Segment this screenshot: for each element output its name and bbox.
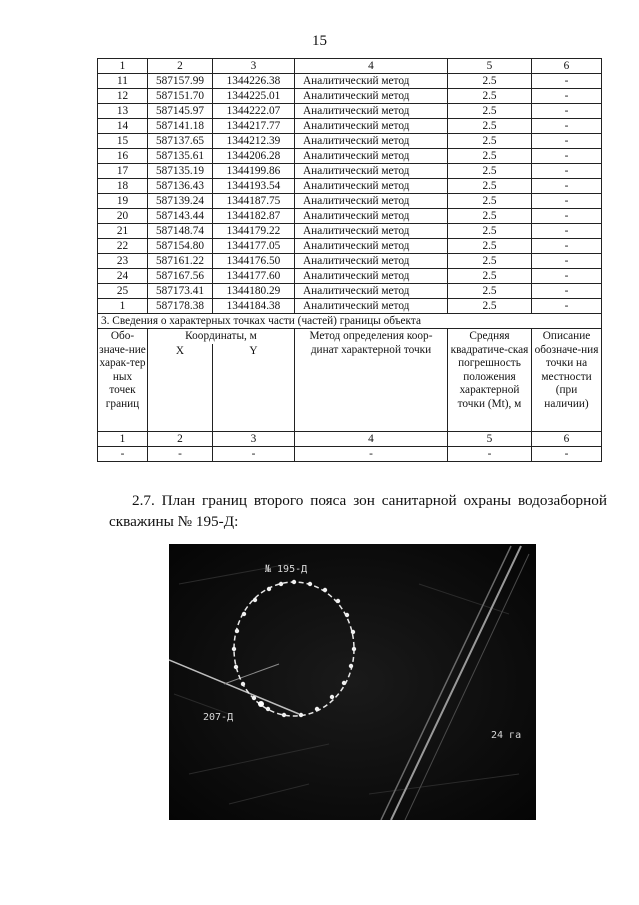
description-cell: - [532, 194, 602, 209]
table-row [98, 74, 602, 89]
y-coordinate-cell: 1344212.39 [213, 134, 295, 149]
table-row [98, 104, 602, 119]
section3-title: 3. Сведения о характерных точках части (частей) границы объекта [98, 314, 602, 329]
error-cell: 2.5 [448, 299, 532, 314]
column-number-row [98, 59, 602, 74]
empty-cell: - [148, 446, 213, 461]
empty-cell: - [98, 446, 148, 461]
method-cell: Аналитический метод [295, 149, 448, 164]
error-cell: 2.5 [448, 179, 532, 194]
y-coordinate-cell: 1344177.60 [213, 269, 295, 284]
point-number-cell: 1 [98, 299, 148, 314]
method-cell: Аналитический метод [295, 239, 448, 254]
col-number-2: 2 [148, 431, 213, 446]
point-number-cell: 14 [98, 119, 148, 134]
error-cell: 2.5 [448, 119, 532, 134]
x-coordinate-cell: 587178.38 [148, 299, 213, 314]
point-number-cell: 24 [98, 269, 148, 284]
method-cell: Аналитический метод [295, 134, 448, 149]
col-number-4: 4 [295, 59, 448, 74]
method-cell: Аналитический метод [295, 179, 448, 194]
x-coordinate-cell: 587143.44 [148, 209, 213, 224]
point-number-cell: 12 [98, 89, 148, 104]
section3-title-row [98, 314, 602, 329]
error-cell: 2.5 [448, 239, 532, 254]
x-coordinate-cell: 587173.41 [148, 284, 213, 299]
table-row [98, 269, 602, 284]
header-error: Средняя квадратиче-ская погрешность положения характерной точки (Mt), м [448, 329, 532, 432]
point-number-cell: 22 [98, 239, 148, 254]
description-cell: - [532, 239, 602, 254]
point-number-cell: 19 [98, 194, 148, 209]
error-cell: 2.5 [448, 224, 532, 239]
x-coordinate-cell: 587145.97 [148, 104, 213, 119]
table-row [98, 89, 602, 104]
table-row [98, 284, 602, 299]
y-coordinate-cell: 1344182.87 [213, 209, 295, 224]
y-coordinate-cell: 1344193.54 [213, 179, 295, 194]
header-designation: Обо-значе-ние харак-тер ных точек границ [98, 329, 148, 432]
description-cell: - [532, 299, 602, 314]
description-cell: - [532, 74, 602, 89]
section3-column-number-row [98, 431, 602, 446]
y-coordinate-cell: 1344176.50 [213, 254, 295, 269]
method-cell: Аналитический метод [295, 74, 448, 89]
description-cell: - [532, 254, 602, 269]
table-row [98, 149, 602, 164]
y-coordinate-cell: 1344180.29 [213, 284, 295, 299]
table-row [98, 299, 602, 314]
method-cell: Аналитический метод [295, 254, 448, 269]
point-number-cell: 20 [98, 209, 148, 224]
sanitary-zone-map-image [169, 544, 536, 820]
point-number-cell: 13 [98, 104, 148, 119]
method-cell: Аналитический метод [295, 299, 448, 314]
section3-header-row [98, 329, 602, 344]
error-cell: 2.5 [448, 134, 532, 149]
map-label-top: № 195-Д [265, 564, 308, 575]
description-cell: - [532, 284, 602, 299]
section-2-7-paragraph: 2.7. План границ второго пояса зон санитарной охраны водозаборной скважины № 195-Д: [109, 492, 607, 530]
col-number-1: 1 [98, 431, 148, 446]
description-cell: - [532, 149, 602, 164]
x-coordinate-cell: 587167.56 [148, 269, 213, 284]
header-x: X [148, 344, 213, 432]
description-cell: - [532, 104, 602, 119]
table-row [98, 119, 602, 134]
map-drawing [169, 544, 536, 820]
table-row [98, 134, 602, 149]
header-method: Метод определения коор-динат характерной точки [295, 329, 448, 432]
y-coordinate-cell: 1344217.77 [213, 119, 295, 134]
empty-cell: - [295, 446, 448, 461]
description-cell: - [532, 179, 602, 194]
col-number-6: 6 [532, 431, 602, 446]
boundary-coordinates-table [97, 58, 602, 462]
method-cell: Аналитический метод [295, 194, 448, 209]
point-number-cell: 23 [98, 254, 148, 269]
table-row [98, 209, 602, 224]
header-description: Описание обозначе-ния точки на местности (при наличии) [532, 329, 602, 432]
description-cell: - [532, 209, 602, 224]
error-cell: 2.5 [448, 74, 532, 89]
error-cell: 2.5 [448, 164, 532, 179]
method-cell: Аналитический метод [295, 269, 448, 284]
x-coordinate-cell: 587151.70 [148, 89, 213, 104]
section3-empty-row [98, 446, 602, 461]
error-cell: 2.5 [448, 254, 532, 269]
description-cell: - [532, 119, 602, 134]
col-number-4: 4 [295, 431, 448, 446]
col-number-3: 3 [213, 431, 295, 446]
table-row [98, 224, 602, 239]
col-number-5: 5 [448, 431, 532, 446]
y-coordinate-cell: 1344199.86 [213, 164, 295, 179]
error-cell: 2.5 [448, 104, 532, 119]
point-number-cell: 18 [98, 179, 148, 194]
method-cell: Аналитический метод [295, 89, 448, 104]
method-cell: Аналитический метод [295, 209, 448, 224]
col-number-5: 5 [448, 59, 532, 74]
x-coordinate-cell: 587137.65 [148, 134, 213, 149]
col-number-1: 1 [98, 59, 148, 74]
y-coordinate-cell: 1344206.28 [213, 149, 295, 164]
table-row [98, 164, 602, 179]
empty-cell: - [213, 446, 295, 461]
error-cell: 2.5 [448, 269, 532, 284]
x-coordinate-cell: 587136.43 [148, 179, 213, 194]
table-row [98, 179, 602, 194]
method-cell: Аналитический метод [295, 119, 448, 134]
table-row [98, 254, 602, 269]
x-coordinate-cell: 587148.74 [148, 224, 213, 239]
table-row [98, 194, 602, 209]
page-number: 15 [312, 33, 327, 49]
method-cell: Аналитический метод [295, 104, 448, 119]
y-coordinate-cell: 1344177.05 [213, 239, 295, 254]
y-coordinate-cell: 1344184.38 [213, 299, 295, 314]
error-cell: 2.5 [448, 194, 532, 209]
col-number-6: 6 [532, 59, 602, 74]
header-y: Y [213, 344, 295, 432]
error-cell: 2.5 [448, 209, 532, 224]
description-cell: - [532, 134, 602, 149]
point-number-cell: 16 [98, 149, 148, 164]
empty-cell: - [532, 446, 602, 461]
header-coordinates: Координаты, м [148, 329, 295, 344]
x-coordinate-cell: 587141.18 [148, 119, 213, 134]
point-number-cell: 15 [98, 134, 148, 149]
method-cell: Аналитический метод [295, 284, 448, 299]
table-row [98, 239, 602, 254]
error-cell: 2.5 [448, 284, 532, 299]
description-cell: - [532, 164, 602, 179]
method-cell: Аналитический метод [295, 224, 448, 239]
y-coordinate-cell: 1344222.07 [213, 104, 295, 119]
x-coordinate-cell: 587157.99 [148, 74, 213, 89]
point-number-cell: 25 [98, 284, 148, 299]
method-cell: Аналитический метод [295, 164, 448, 179]
y-coordinate-cell: 1344225.01 [213, 89, 295, 104]
point-number-cell: 17 [98, 164, 148, 179]
map-label-left: 207-Д [203, 712, 234, 723]
description-cell: - [532, 224, 602, 239]
description-cell: - [532, 89, 602, 104]
y-coordinate-cell: 1344187.75 [213, 194, 295, 209]
col-number-3: 3 [213, 59, 295, 74]
x-coordinate-cell: 587139.24 [148, 194, 213, 209]
x-coordinate-cell: 587154.80 [148, 239, 213, 254]
error-cell: 2.5 [448, 89, 532, 104]
map-label-right: 24 га [491, 730, 522, 741]
x-coordinate-cell: 587135.61 [148, 149, 213, 164]
y-coordinate-cell: 1344226.38 [213, 74, 295, 89]
y-coordinate-cell: 1344179.22 [213, 224, 295, 239]
point-number-cell: 11 [98, 74, 148, 89]
description-cell: - [532, 269, 602, 284]
error-cell: 2.5 [448, 149, 532, 164]
x-coordinate-cell: 587135.19 [148, 164, 213, 179]
well-marker [258, 701, 264, 707]
empty-cell: - [448, 446, 532, 461]
point-number-cell: 21 [98, 224, 148, 239]
x-coordinate-cell: 587161.22 [148, 254, 213, 269]
col-number-2: 2 [148, 59, 213, 74]
